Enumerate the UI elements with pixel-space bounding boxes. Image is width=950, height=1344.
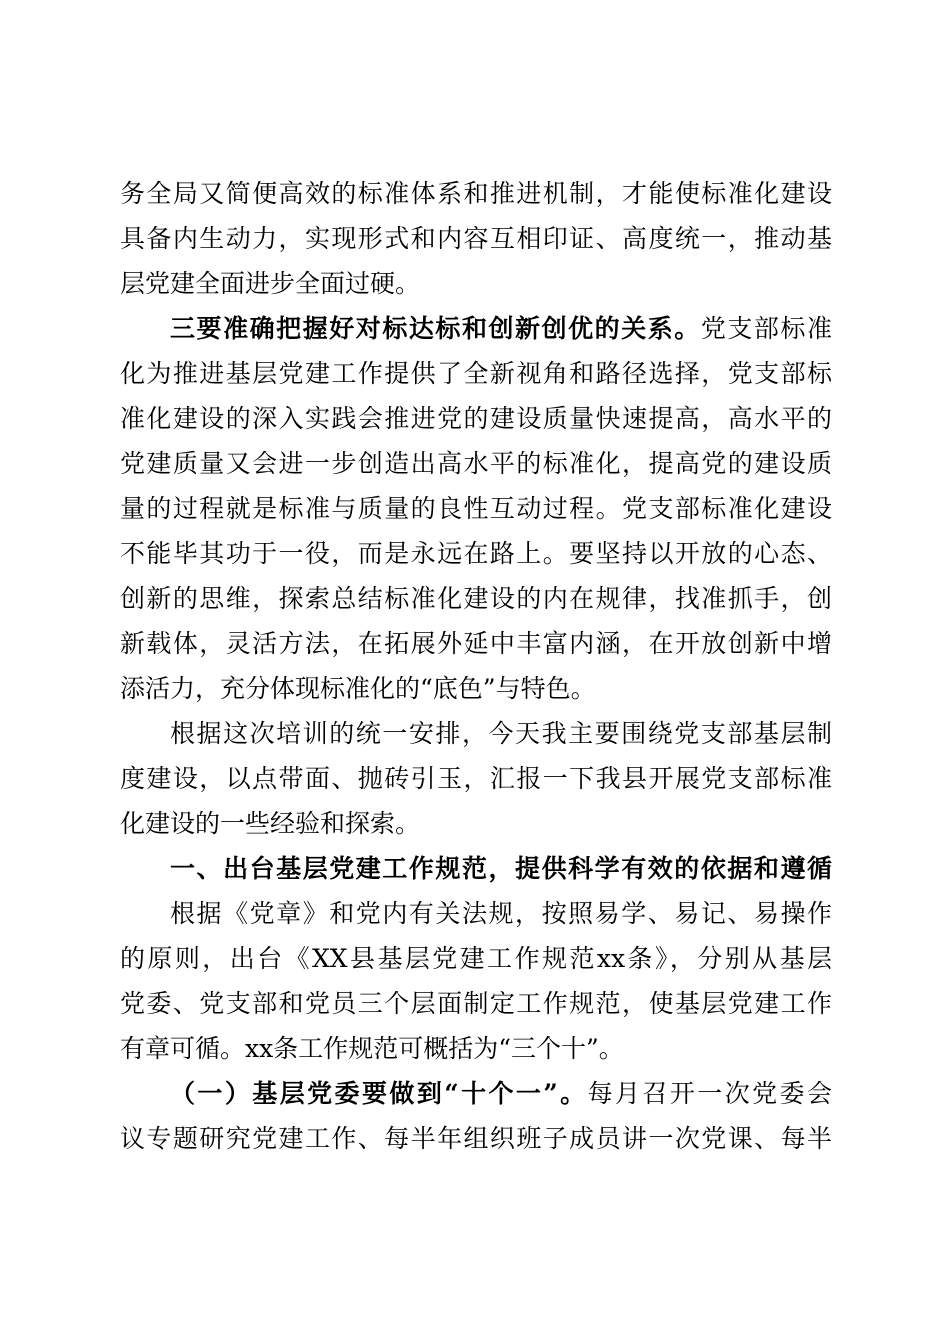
paragraph-lead: 三要准确把握好对标达标和创新创优的关系。 (170, 314, 701, 343)
paragraph-line: 务全局又简便高效的标准体系和推进机制，才能使标准化建设 (120, 179, 832, 208)
paragraph-line: 量的过程就是标准与质量的良性互动过程。党支部标准化建设 (120, 494, 832, 523)
paragraph-line: 议专题研究党建工作、每半年组织班子成员讲一次党课、每半 (120, 1124, 832, 1153)
paragraph-line: 度建设，以点带面、抛砖引玉，汇报一下我县开展党支部标准 (120, 764, 832, 793)
paragraph-line: 新载体，灵活方法，在拓展外延中丰富内涵，在开放创新中增 (120, 629, 832, 658)
paragraph-line: 层党建全面进步全面过硬。 (120, 269, 421, 298)
paragraph-line: 党建质量又会进一步创造出高水平的标准化，提高党的建设质 (120, 449, 832, 478)
paragraph-lead: （一）基层党委要做到“十个一”。 (170, 1079, 588, 1108)
paragraph-first-line: 根据《党章》和党内有关法规，按照易学、易记、易操作 (170, 899, 832, 928)
paragraph-line: 党委、党支部和党员三个层面制定工作规范，使基层党建工作 (120, 989, 832, 1018)
paragraph-line: 不能毕其功于一役，而是永远在路上。要坚持以开放的心态、 (120, 539, 832, 568)
paragraph-line: 创新的思维，探索总结标准化建设的内在规律，找准抓手，创 (120, 584, 832, 613)
paragraph-line: 的原则，出台《XX县基层党建工作规范xx条》，分别从基层 (120, 944, 832, 973)
paragraph-text: 每月召开一次党委会 (587, 1079, 832, 1108)
paragraph-first-line: 根据这次培训的统一安排，今天我主要围绕党支部基层制 (170, 719, 832, 748)
paragraph-line: 化建设的一些经验和探索。 (120, 809, 421, 838)
paragraph-line: 有章可循。xx条工作规范可概括为“三个十”。 (120, 1034, 624, 1063)
paragraph-line: 化为推进基层党建工作提供了全新视角和路径选择，党支部标 (120, 359, 832, 388)
paragraph-line: 具备内生动力，实现形式和内容互相印证、高度统一，推动基 (120, 224, 832, 253)
paragraph-line: 添活力，充分体现标准化的“底色”与特色。 (120, 674, 596, 703)
section-heading: 一、出台基层党建工作规范，提供科学有效的依据和遵循 (170, 854, 832, 883)
paragraph-text: 党支部标准 (700, 314, 832, 343)
paragraph-first-line (170, 1074, 832, 1114)
paragraph-line: 准化建设的深入实践会推进党的建设质量快速提高，高水平的 (120, 404, 832, 433)
paragraph-first-line (170, 309, 832, 349)
